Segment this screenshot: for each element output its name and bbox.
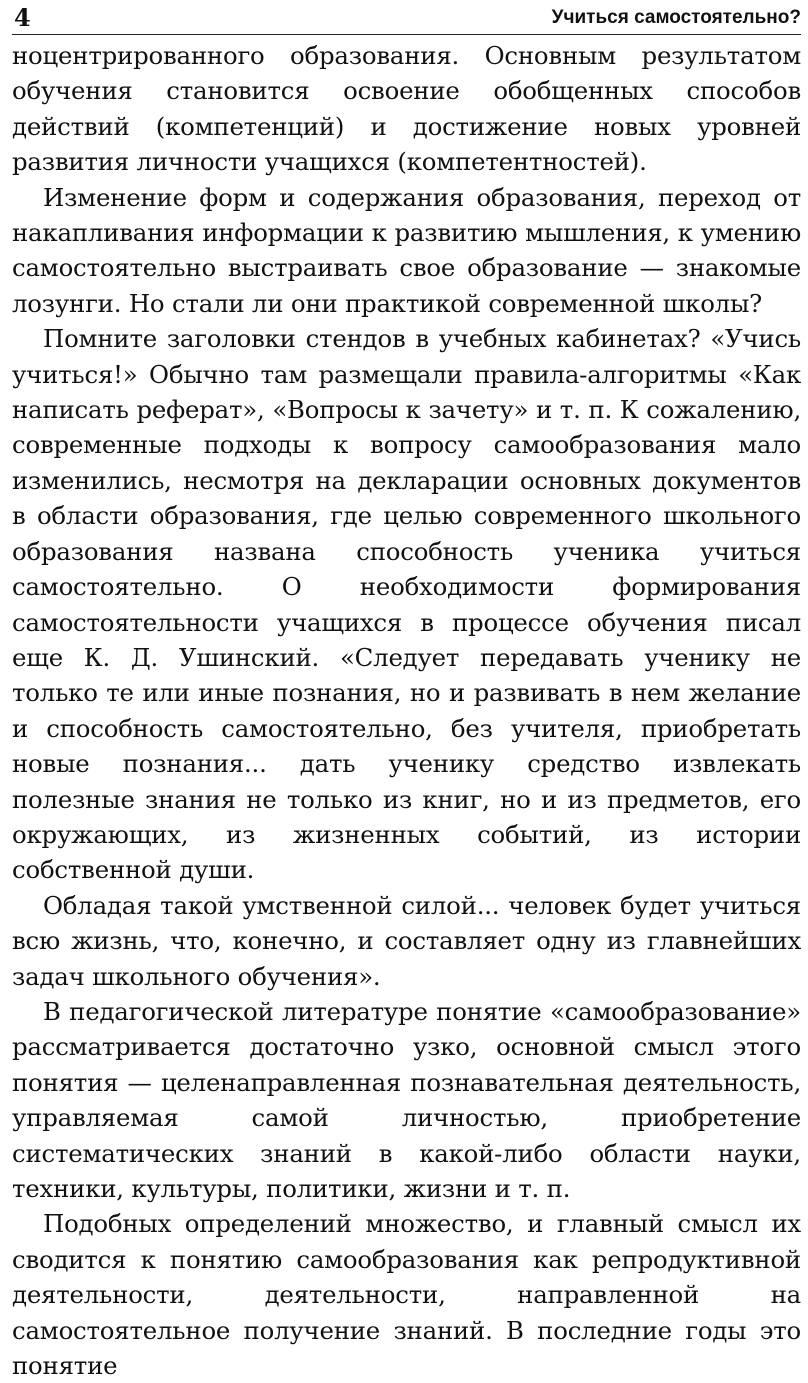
paragraph: Изменение форм и содержания образования, переход от накапливания информации к развитию мышления, к умению самостоятельно выстраивать свое образование — знакомые лозунги. Но стали ли они практикой современной школы? <box>12 182 801 318</box>
book-page <box>12 0 801 1381</box>
paragraph: В педагогической литературе понятие «самообразование» рассматривается достаточно узко, основной смысл этого понятия — целенаправленная познавательная деятельность, управляемая самой личностью, приобретение систематических знаний в какой-либо области науки, техники, культуры, политики, жизни и т. п. <box>12 996 801 1203</box>
chapter-title: Учиться самостоятельно? <box>551 7 801 28</box>
paragraph: Помните заголовки стендов в учебных кабинетах? «Учись учиться!» Обычно там размещали правила-алгоритмы «Как написать реферат», «Вопросы к зачету» и т. п. К сожалению, современные подходы к вопросу самообразования мало изменились, несмотря на декларации основных документов в области образования, где целью современного школьного образования названа способность ученика учиться самостоятельно. О необходимости формирования самостоятельности учащихся в процессе обучения писал еще К. Д. Ушинский. «Следует передавать ученику не только те или иные познания, но и развивать в нем желание и способность самостоятельно, без учителя, приобретать новые познания... дать ученику средство извлекать полезные знания не только из книг, но и из предметов, его окружающих, из жизненных событий, из истории собственной души. <box>12 324 801 885</box>
paragraph: Подобных определений множество, и главный смысл их сводится к понятию самообразования как репродуктивной деятельности, деятельности, направленной на самостоятельное получение знаний. В последние годы это понятие <box>12 1209 801 1381</box>
paragraph-continuation: ноцентрированного образования. Основным результатом обучения становится освоение обобщенных способов действий (компетенций) и достижение новых уровней развития личности учащихся (компетентностей). <box>12 41 801 177</box>
paragraph: Обладая такой умственной силой... человек будет учиться всю жизнь, что, конечно, и составляет одну из главнейших задач школьного обучения». <box>12 890 801 991</box>
body-text <box>12 38 801 1383</box>
running-header <box>12 0 801 35</box>
page-number: 4 <box>14 3 31 32</box>
